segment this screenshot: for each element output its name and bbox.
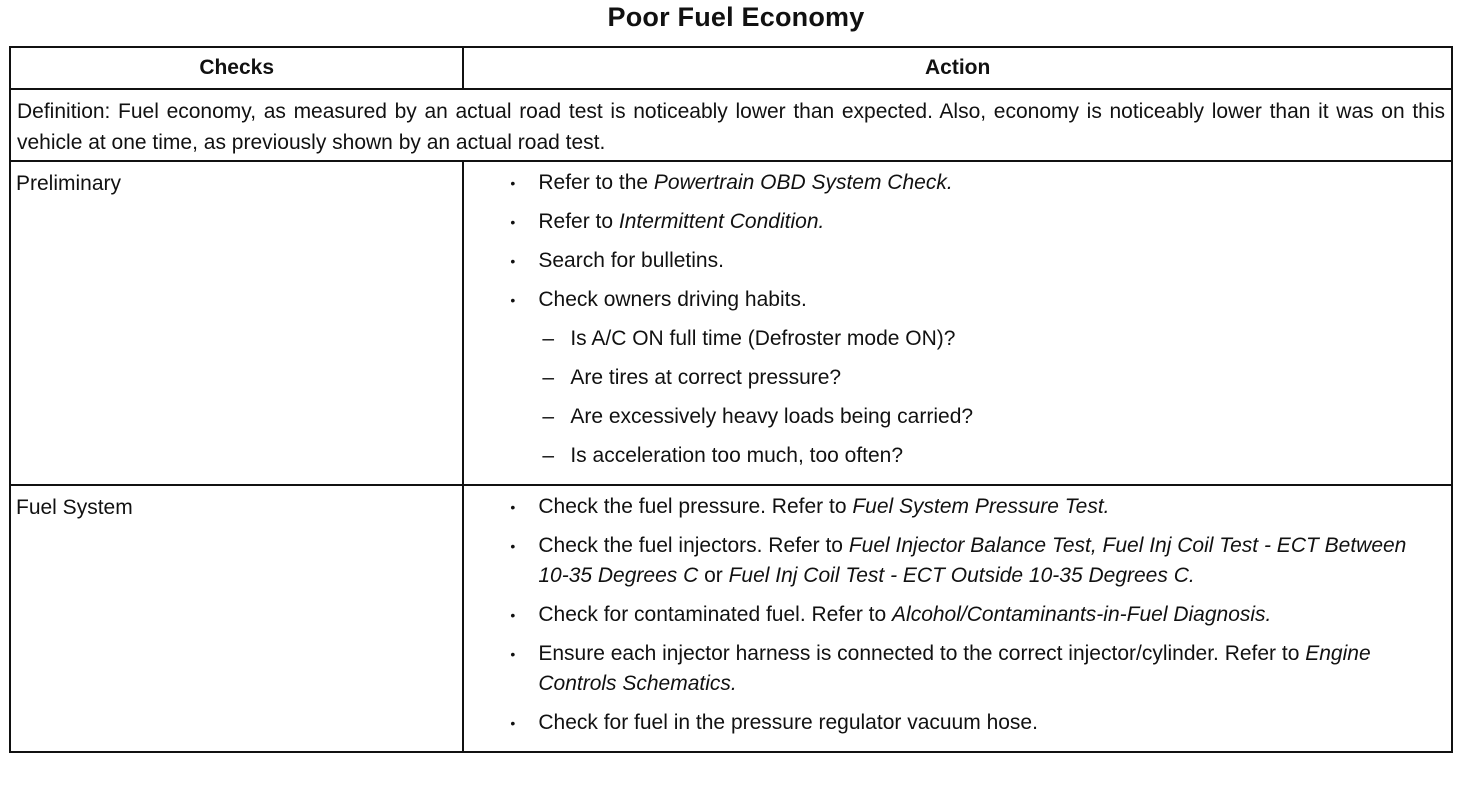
action-cell (463, 161, 1452, 485)
table-row (10, 161, 1452, 485)
procedure-reference: Powertrain OBD System Check. (653, 171, 953, 194)
action-list (464, 162, 1451, 484)
action-item: • Ensure each injector harness is connected to the correct injector/cylinder. Refer to Engine Controls Schematics. (510, 639, 1437, 699)
diagnostic-table (9, 46, 1453, 753)
sub-action-item: – Is acceleration too much, too often? (542, 441, 1437, 471)
definition-row (10, 89, 1452, 161)
action-list (464, 486, 1451, 751)
action-item: • Search for bulletins. (510, 246, 1437, 276)
action-item: • Check the fuel pressure. Refer to Fuel System Pressure Test. (510, 492, 1437, 522)
sub-action-list (538, 324, 1437, 471)
check-name: Fuel System (10, 485, 463, 752)
check-name: Preliminary (10, 161, 463, 485)
action-item: • Refer to Intermittent Condition. (510, 207, 1437, 237)
table-row (10, 485, 1452, 752)
procedure-reference: Fuel Inj Coil Test - ECT Outside 10-35 Degrees C. (728, 564, 1195, 587)
sub-action-item: – Is A/C ON full time (Defroster mode ON)? (542, 324, 1437, 354)
action-item: • Check the fuel injectors. Refer to Fuel Injector Balance Test, Fuel Inj Coil Test - ECT Between 10-35 Degrees C or Fuel Inj Coil Test - ECT Outside 10-35 Degrees C. (510, 531, 1437, 591)
action-column-header: Action (463, 47, 1452, 89)
procedure-reference: Fuel System Pressure Test. (852, 495, 1110, 518)
header-row (10, 47, 1452, 89)
action-item: • Check for fuel in the pressure regulator vacuum hose. (510, 708, 1437, 738)
sub-action-item: – Are tires at correct pressure? (542, 363, 1437, 393)
definition-text: Definition: Fuel economy, as measured by an actual road test is noticeably lower than expected. Also, economy is noticeably lower than it was on this vehicle at one time, as previously shown by an actual road test. (10, 89, 1452, 161)
procedure-reference: Engine Controls Schematics. (538, 642, 1371, 695)
action-item: • Check for contaminated fuel. Refer to Alcohol/Contaminants-in-Fuel Diagnosis. (510, 600, 1437, 630)
procedure-reference: Alcohol/Contaminants-in-Fuel Diagnosis. (892, 603, 1272, 626)
action-item: • Refer to the Powertrain OBD System Check. (510, 168, 1437, 198)
action-item: • Check owners driving habits. – Is A/C ON full time (Defroster mode ON)? – Are tires at correct pressure? – Are excessively heavy loads being carried? – Is acceleration too much, too often? (510, 285, 1437, 471)
action-cell (463, 485, 1452, 752)
page-title: Poor Fuel Economy (607, 2, 865, 32)
checks-column-header: Checks (10, 47, 463, 89)
procedure-reference: Fuel Injector Balance Test, Fuel Inj Coil Test - ECT Between 10-35 Degrees C (538, 534, 1407, 587)
sub-action-item: – Are excessively heavy loads being carried? (542, 402, 1437, 432)
procedure-reference: Intermittent Condition. (618, 210, 825, 233)
